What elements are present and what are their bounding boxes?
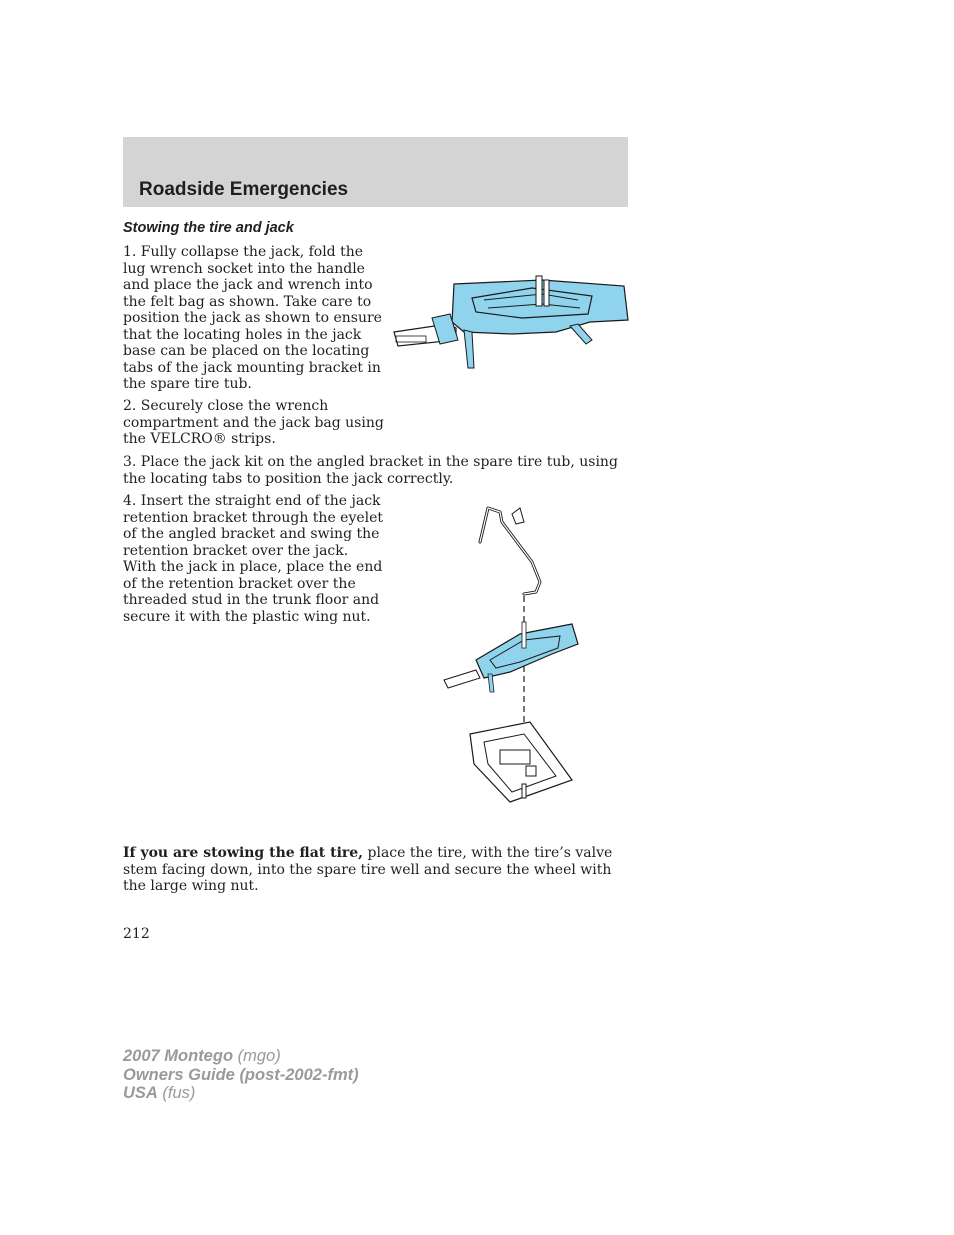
flat-tire-paragraph: [123, 845, 623, 895]
footer-market-code: (fus): [157, 1084, 196, 1102]
step-1-paragraph: 1. Fully collapse the jack, fold the lug wrench socket into the handle and place the jack and wrench into the felt bag as shown. Take care to position the jack as shown to ensure that the locating holes in the jack base can be placed on the locating tabs of the jack mounting bracket in the spare tire tub.: [123, 244, 382, 392]
jack-in-bag-illustration: [392, 270, 630, 372]
footer-line-guide: [123, 1066, 359, 1085]
subheading-stowing: Stowing the tire and jack: [123, 220, 294, 236]
page-number: 212: [123, 926, 150, 942]
footer-model: 2007 Montego: [123, 1047, 234, 1065]
step-4-paragraph: 4. Insert the straight end of the jack retention bracket through the eyelet of the angled bracket and swing the retention bracket over the jack. With the jack in place, place the end of the retention bracket over the threaded stud in the trunk floor and secure it with the plastic wing nut.: [123, 493, 384, 625]
footer-guide: Owners Guide (post-2002-fmt): [123, 1065, 359, 1084]
footer-line-market: [123, 1084, 359, 1103]
flat-tire-text: place the tire, with the tire’s valve stem facing down, into the spare tire well and secure the wheel with the large wing nut.: [123, 845, 613, 894]
section-header-band: [123, 137, 628, 207]
footer-line-model: [123, 1047, 359, 1066]
footer-market: USA: [123, 1084, 158, 1102]
document-footer: [123, 1047, 359, 1103]
footer-model-code: (mgo): [233, 1047, 281, 1065]
step-3-paragraph: 3. Place the jack kit on the angled bracket in the spare tire tub, using the locating tabs to position the jack correctly.: [123, 454, 618, 487]
flat-tire-lead: If you are stowing the flat tire,: [123, 845, 364, 861]
step-2-paragraph: 2. Securely close the wrench compartment and the jack bag using the VELCRO® strips.: [123, 398, 384, 447]
retention-bracket-illustration: [440, 502, 580, 806]
section-title: Roadside Emergencies: [139, 179, 349, 200]
